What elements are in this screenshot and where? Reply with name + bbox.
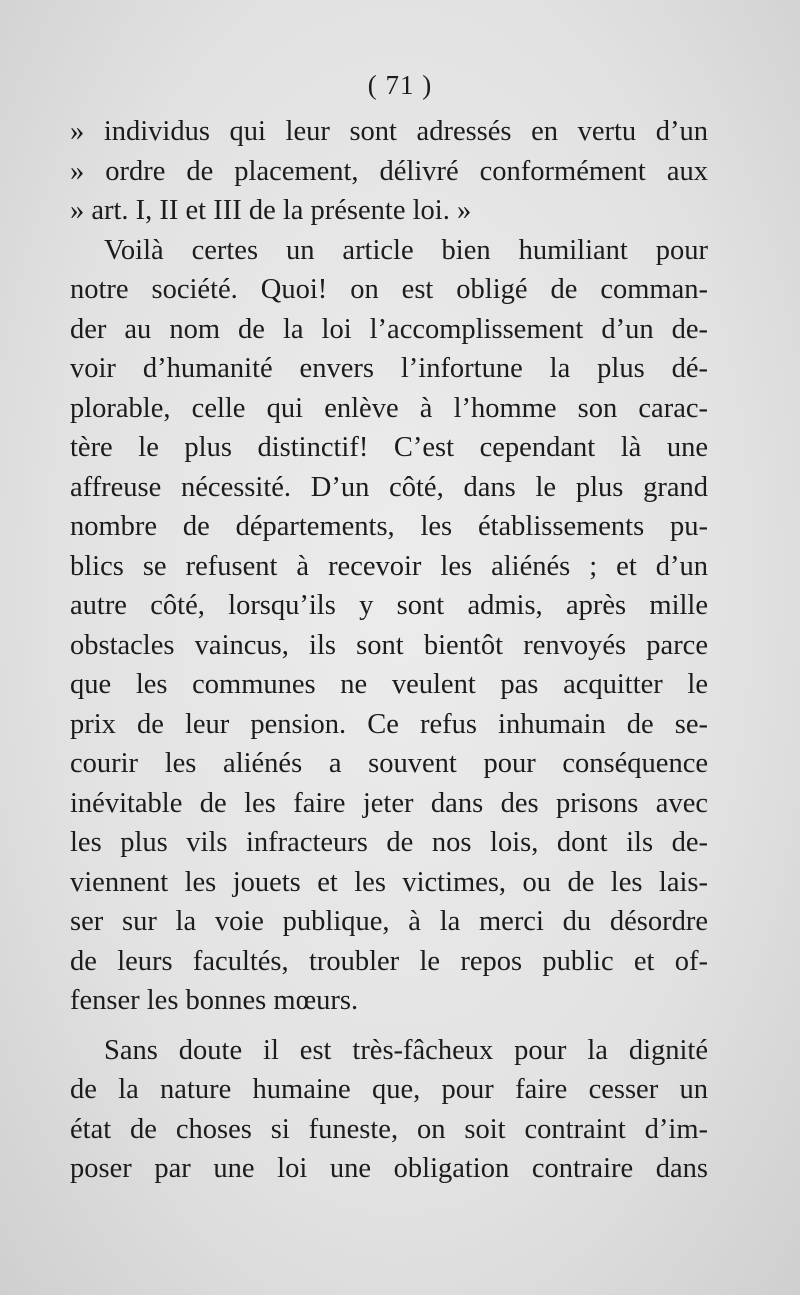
paragraph-gap (70, 1021, 708, 1031)
text-line: fenser les bonnes mœurs. (70, 985, 359, 1016)
text-line: Voilà certes un article bien humiliant pour (104, 234, 708, 266)
text-line: de la nature humaine que, pour faire cesser un (70, 1074, 708, 1105)
text-line: Sans doute il est très-fâcheux pour la dignité (104, 1034, 708, 1066)
text-line: » art. I, II et III de la présente loi. » (70, 195, 472, 226)
text-line: plorable, celle qui enlève à l’homme son carac- (70, 392, 708, 424)
text-line: nombre de départements, les établissements pu- (70, 511, 708, 542)
text-line: affreuse nécessité. D’un côté, dans le plus grand (70, 471, 708, 503)
body-text (70, 112, 708, 1189)
text-line: » individus qui leur sont adressés en vertu d’un (70, 116, 708, 147)
text-line: prix de leur pension. Ce refus inhumain de se- (70, 708, 708, 740)
text-line: der au nom de la loi l’accomplissement d’un de- (70, 313, 708, 345)
page-number: ( 71 ) (367, 70, 433, 100)
text-line: poser par une loi une obligation contraire dans (70, 1153, 708, 1184)
text-line: état de choses si funeste, on soit contraint d’im- (70, 1113, 708, 1145)
text-line: tère le plus distinctif! C’est cependant là une (70, 432, 708, 463)
text-line: » ordre de placement, délivré conformément aux (70, 155, 708, 187)
text-line: les plus vils infracteurs de nos lois, dont ils de- (70, 827, 708, 858)
text-line: courir les aliénés a souvent pour conséquence (70, 748, 708, 779)
text-line: que les communes ne veulent pas acquitter le (70, 669, 708, 700)
text-line: viennent les jouets et les victimes, ou de les lais- (70, 866, 708, 898)
text-line: obstacles vaincus, ils sont bientôt renvoyés parce (70, 629, 708, 661)
text-line: notre société. Quoi! on est obligé de comman- (70, 274, 708, 305)
text-line: blics se refusent à recevoir les aliénés ; et d’un (70, 550, 708, 582)
text-line: ser sur la voie publique, à la merci du désordre (70, 906, 708, 937)
text-line: inévitable de les faire jeter dans des prisons avec (70, 787, 708, 819)
text-line: de leurs facultés, troubler le repos public et of- (70, 945, 708, 977)
text-line: voir d’humanité envers l’infortune la plus dé- (70, 353, 708, 384)
text-line: autre côté, lorsqu’ils y sont admis, après mille (70, 590, 708, 621)
